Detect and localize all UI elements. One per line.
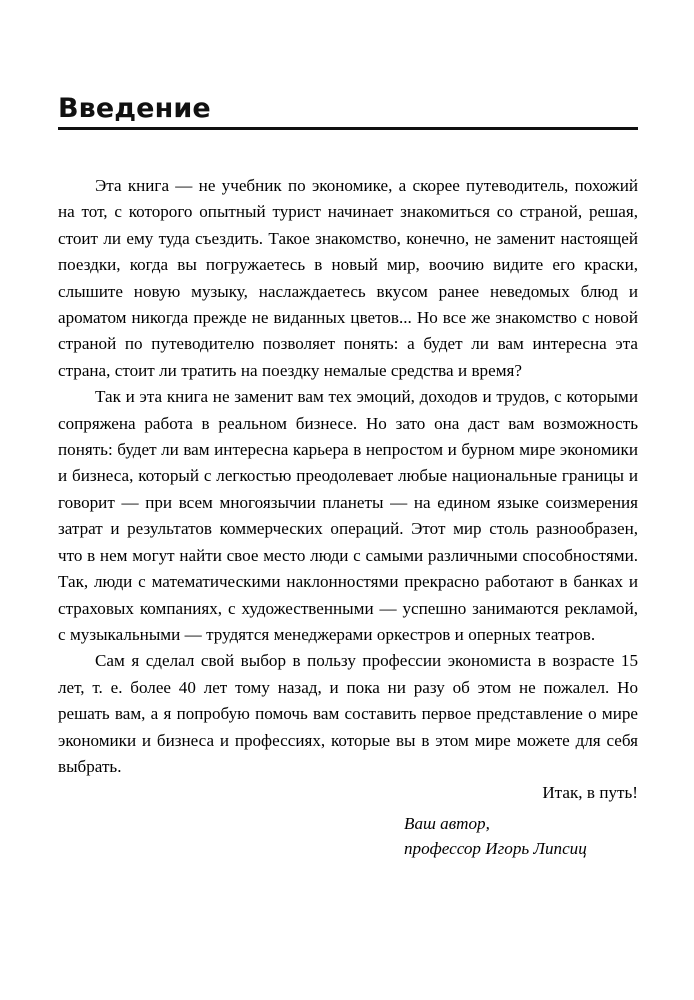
- closing-line: Итак, в путь!: [542, 783, 638, 803]
- body-text: [58, 173, 638, 807]
- signature-line-1: Ваш автор,: [404, 814, 490, 833]
- paragraph-3: [58, 648, 638, 806]
- page-title: Введение: [58, 93, 211, 124]
- paragraph-1: Эта книга — не учебник по экономике, а скорее путеводитель, похожий на тот, с которого опытный турист начинает знакомиться со страной, решая, стоит ли ему туда съездить. Такое знакомство, конечно, не заменит настоящей поездки, когда вы погружаетесь в новый мир, воочию видите его краски, слышите новую музыку, наслаждаетесь вкусом ранее неведомых блюд и ароматом никогда прежде не виданных цветов... Но все же знакомство с новой страной по путеводителю позволяет понять: а будет ли вам интересна эта страна, стоит ли тратить на поездку немалые средства и время?: [58, 176, 638, 380]
- chapter-heading: [58, 94, 638, 130]
- author-signature: [404, 811, 638, 861]
- title-divider: [58, 127, 638, 130]
- signature-line-2: профессор Игорь Липсиц: [404, 839, 587, 858]
- paragraph-2: Так и эта книга не заменит вам тех эмоций, доходов и трудов, с которыми сопряжена работа в реальном бизнесе. Но зато она даст вам возможность понять: будет ли вам интересна карьера в непростом и бурном мире экономики и бизнеса, который с легкостью преодолевает любые национальные границы и говорит — при всем многоязычии планеты — на едином языке соизмерения затрат и результатов коммерческих операций. Этот мир столь разнообразен, что в нем могут найти свое место люди с самыми различными способностями. Так, люди с математическими наклонностями прекрасно работают в банках и страховых компаниях, с художественными — успешно занимаются рекламой, с музыкальными — трудятся менеджерами оркестров и оперных театров.: [58, 387, 638, 644]
- paragraph-3-text: Сам я сделал свой выбор в пользу профессии экономиста в возрасте 15 лет, т. е. более 40 лет тому назад, и пока ни разу об этом не пожалел. Но решать вам, а я попробую помочь вам составить первое представление о мире экономики и бизнеса и профессиях, которые вы в этом мире можете для себя выбрать.: [58, 651, 638, 776]
